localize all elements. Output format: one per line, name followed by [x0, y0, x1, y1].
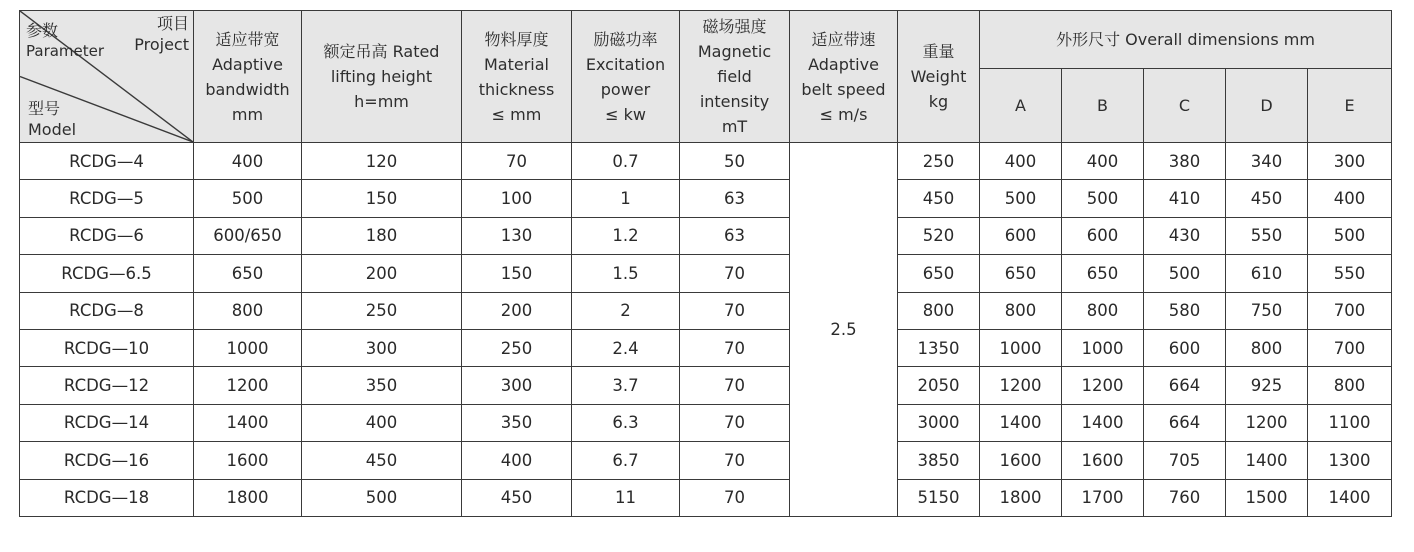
corner-model-label: [28, 98, 76, 140]
cell-d: 550: [1226, 217, 1308, 254]
cell-power: 1.2: [572, 217, 680, 254]
cell-weight: 650: [898, 255, 980, 292]
spec-table: [19, 10, 1392, 517]
cell-c: 580: [1144, 292, 1226, 329]
header-bandwidth: 适应带宽 Adaptive bandwidth mm: [194, 11, 302, 143]
cell-power: 11: [572, 479, 680, 516]
header-lifting-height: 额定吊高 Rated lifting height h=mm: [302, 11, 462, 143]
cell-a: 650: [980, 255, 1062, 292]
header-dim-e: E: [1308, 69, 1392, 143]
cell-power: 1.5: [572, 255, 680, 292]
cell-lift: 450: [302, 442, 462, 479]
cell-bandwidth: 800: [194, 292, 302, 329]
cell-model: RCDG—12: [20, 367, 194, 404]
cell-model: RCDG—6: [20, 217, 194, 254]
cell-c: 380: [1144, 143, 1226, 180]
cell-thickness: 100: [462, 180, 572, 217]
header-dim-a: A: [980, 69, 1062, 143]
cell-bandwidth: 1600: [194, 442, 302, 479]
cell-lift: 250: [302, 292, 462, 329]
header-magnetic-field: 磁场强度 Magnetic field intensity mT: [680, 11, 790, 143]
cell-power: 6.3: [572, 404, 680, 441]
cell-c: 760: [1144, 479, 1226, 516]
cell-lift: 120: [302, 143, 462, 180]
cell-thickness: 400: [462, 442, 572, 479]
cell-power: 0.7: [572, 143, 680, 180]
table-row: [20, 404, 1392, 441]
cell-thickness: 130: [462, 217, 572, 254]
cell-a: 1400: [980, 404, 1062, 441]
cell-lift: 300: [302, 329, 462, 366]
cell-e: 700: [1308, 329, 1392, 366]
cell-bandwidth: 1400: [194, 404, 302, 441]
cell-model: RCDG—16: [20, 442, 194, 479]
cell-d: 800: [1226, 329, 1308, 366]
project-en: Project: [134, 35, 189, 54]
corner-parameter-label: [26, 21, 104, 61]
cell-thickness: 350: [462, 404, 572, 441]
cell-weight: 3850: [898, 442, 980, 479]
header-weight: 重量 Weight kg: [898, 11, 980, 143]
header-belt-speed: 适应带速 Adaptive belt speed ≤ m/s: [790, 11, 898, 143]
header-dim-d: D: [1226, 69, 1308, 143]
cell-weight: 450: [898, 180, 980, 217]
table-row: [20, 329, 1392, 366]
cell-bandwidth: 1800: [194, 479, 302, 516]
cell-c: 664: [1144, 404, 1226, 441]
header-dim-c: C: [1144, 69, 1226, 143]
table-row: [20, 442, 1392, 479]
cell-d: 1200: [1226, 404, 1308, 441]
cell-d: 610: [1226, 255, 1308, 292]
cell-c: 664: [1144, 367, 1226, 404]
cell-lift: 200: [302, 255, 462, 292]
cell-c: 500: [1144, 255, 1226, 292]
cell-a: 400: [980, 143, 1062, 180]
table-row: [20, 292, 1392, 329]
cell-b: 650: [1062, 255, 1144, 292]
cell-model: RCDG—6.5: [20, 255, 194, 292]
table-row: [20, 217, 1392, 254]
cell-power: 3.7: [572, 367, 680, 404]
cell-bandwidth: 1000: [194, 329, 302, 366]
cell-bandwidth: 650: [194, 255, 302, 292]
parameter-cn: 参数: [26, 21, 59, 40]
cell-b: 1600: [1062, 442, 1144, 479]
cell-field: 70: [680, 442, 790, 479]
corner-header-cell: [20, 11, 194, 143]
cell-thickness: 450: [462, 479, 572, 516]
cell-thickness: 250: [462, 329, 572, 366]
model-cn: 型号: [28, 99, 61, 118]
parameter-en: Parameter: [26, 42, 105, 60]
corner-project-label: [134, 13, 189, 55]
cell-lift: 500: [302, 479, 462, 516]
cell-belt-speed: 2.5: [790, 143, 898, 517]
cell-a: 1000: [980, 329, 1062, 366]
cell-e: 1300: [1308, 442, 1392, 479]
cell-e: 400: [1308, 180, 1392, 217]
header-dim-b: B: [1062, 69, 1144, 143]
cell-lift: 180: [302, 217, 462, 254]
cell-c: 430: [1144, 217, 1226, 254]
header-material-thickness: 物料厚度 Material thickness ≤ mm: [462, 11, 572, 143]
cell-b: 500: [1062, 180, 1144, 217]
cell-weight: 520: [898, 217, 980, 254]
header-overall-dimensions: 外形尺寸 Overall dimensions mm: [980, 11, 1392, 69]
cell-power: 6.7: [572, 442, 680, 479]
cell-power: 2: [572, 292, 680, 329]
cell-field: 70: [680, 367, 790, 404]
cell-weight: 800: [898, 292, 980, 329]
cell-d: 340: [1226, 143, 1308, 180]
table-row: [20, 143, 1392, 180]
cell-model: RCDG—5: [20, 180, 194, 217]
cell-model: RCDG—10: [20, 329, 194, 366]
cell-model: RCDG—4: [20, 143, 194, 180]
cell-field: 70: [680, 404, 790, 441]
cell-lift: 350: [302, 367, 462, 404]
cell-a: 500: [980, 180, 1062, 217]
cell-b: 800: [1062, 292, 1144, 329]
cell-model: RCDG—14: [20, 404, 194, 441]
cell-e: 1400: [1308, 479, 1392, 516]
cell-power: 1: [572, 180, 680, 217]
cell-field: 70: [680, 329, 790, 366]
cell-b: 1200: [1062, 367, 1144, 404]
cell-field: 50: [680, 143, 790, 180]
cell-a: 1200: [980, 367, 1062, 404]
table-body: [20, 143, 1392, 517]
cell-weight: 5150: [898, 479, 980, 516]
header-excitation-power: 励磁功率 Excitation power ≤ kw: [572, 11, 680, 143]
cell-field: 63: [680, 217, 790, 254]
cell-thickness: 70: [462, 143, 572, 180]
cell-weight: 2050: [898, 367, 980, 404]
cell-thickness: 200: [462, 292, 572, 329]
model-en: Model: [28, 120, 77, 139]
cell-bandwidth: 1200: [194, 367, 302, 404]
cell-c: 410: [1144, 180, 1226, 217]
cell-field: 70: [680, 255, 790, 292]
cell-bandwidth: 600/650: [194, 217, 302, 254]
project-cn: 项目: [156, 14, 189, 33]
cell-e: 500: [1308, 217, 1392, 254]
cell-thickness: 150: [462, 255, 572, 292]
cell-model: RCDG—8: [20, 292, 194, 329]
cell-d: 1500: [1226, 479, 1308, 516]
cell-field: 70: [680, 479, 790, 516]
table-row: [20, 180, 1392, 217]
table-row: [20, 255, 1392, 292]
cell-d: 450: [1226, 180, 1308, 217]
cell-field: 70: [680, 292, 790, 329]
cell-b: 1700: [1062, 479, 1144, 516]
cell-bandwidth: 500: [194, 180, 302, 217]
cell-model: RCDG—18: [20, 479, 194, 516]
cell-field: 63: [680, 180, 790, 217]
cell-lift: 400: [302, 404, 462, 441]
cell-lift: 150: [302, 180, 462, 217]
cell-c: 600: [1144, 329, 1226, 366]
cell-d: 750: [1226, 292, 1308, 329]
cell-weight: 1350: [898, 329, 980, 366]
cell-power: 2.4: [572, 329, 680, 366]
cell-b: 400: [1062, 143, 1144, 180]
cell-e: 550: [1308, 255, 1392, 292]
cell-e: 800: [1308, 367, 1392, 404]
cell-a: 600: [980, 217, 1062, 254]
cell-e: 1100: [1308, 404, 1392, 441]
cell-a: 1800: [980, 479, 1062, 516]
cell-a: 1600: [980, 442, 1062, 479]
table-row: [20, 479, 1392, 516]
cell-d: 925: [1226, 367, 1308, 404]
cell-a: 800: [980, 292, 1062, 329]
cell-c: 705: [1144, 442, 1226, 479]
table-header: [20, 11, 1392, 143]
cell-thickness: 300: [462, 367, 572, 404]
cell-weight: 3000: [898, 404, 980, 441]
cell-b: 1400: [1062, 404, 1144, 441]
table-row: [20, 367, 1392, 404]
cell-bandwidth: 400: [194, 143, 302, 180]
cell-d: 1400: [1226, 442, 1308, 479]
cell-weight: 250: [898, 143, 980, 180]
cell-e: 300: [1308, 143, 1392, 180]
cell-b: 600: [1062, 217, 1144, 254]
cell-e: 700: [1308, 292, 1392, 329]
cell-b: 1000: [1062, 329, 1144, 366]
